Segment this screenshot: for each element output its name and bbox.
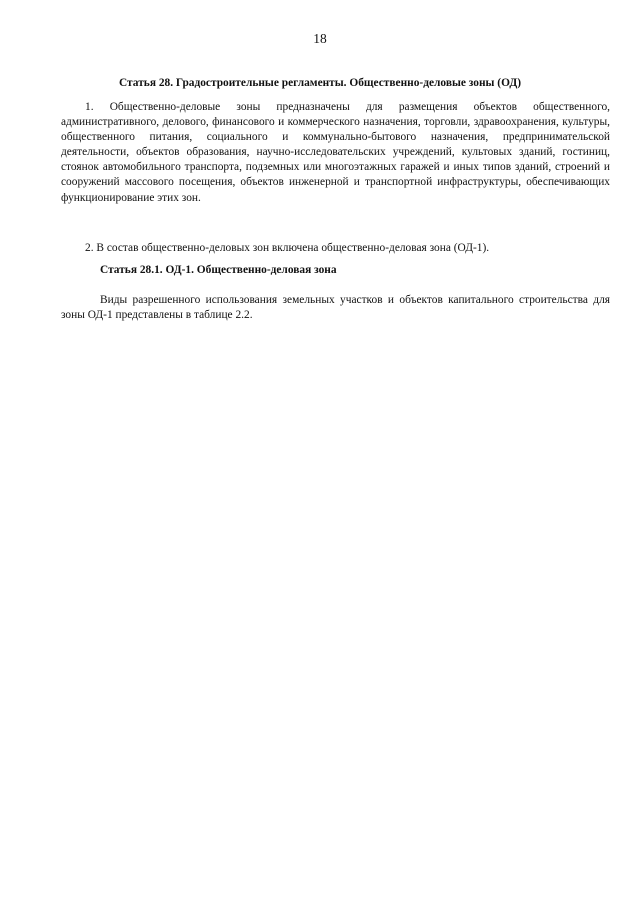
article-28-1-heading: Статья 28.1. ОД-1. Общественно-деловая зона [100,264,337,276]
page-number: 18 [313,31,327,46]
article-28-paragraph-2: 2. В состав общественно-деловых зон включена общественно-деловая зона (ОД-1). [85,242,490,254]
article-28-paragraph-1: 1. Общественно-деловые зоны предназначены для размещения объектов общественного, административного, делового, финансового и коммерческого назначения, торговли, здравоохранения, культуры, общественного питания, социального и коммунально-бытового назначения, предпринимательской деятельности, объектов образования, научно-исследовательских учреждений, культовых зданий, гостиниц, стоянок автомобильного транспорта, подземных или многоэтажных гаражей и иных типов зданий, строений и сооружений массового посещения, объектов инженерной и транспортной инфраструктуры, обеспечивающих функционирование этих зон. [61,101,610,204]
article-28-1-paragraph-1: Виды разрешенного использования земельных участков и объектов капитального строительства для зоны ОД-1 представлены в таблице 2.2. [61,294,610,322]
article-28-heading: Статья 28. Градостроительные регламенты. Общественно-деловые зоны (ОД) [118,77,521,89]
